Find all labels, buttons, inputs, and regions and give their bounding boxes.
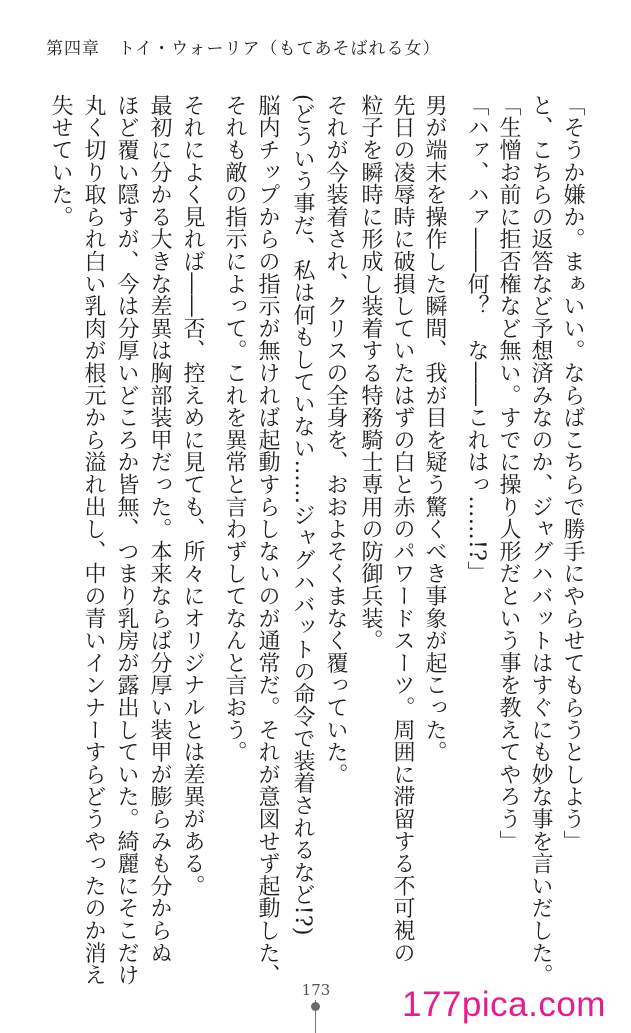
watermark: 177pica.com [402,985,606,1024]
text-column: と、こちらの返答など予想済みなのか、ジャグハバットはすぐにも妙な事を言いだした。 [528,94,553,986]
text-column: 失せていた。 [48,94,73,228]
text-column: それも敵の指示によって。これを異常と言わずしてなんと言おう。 [222,94,247,763]
page-marker-dot [311,1002,320,1011]
chapter-header: 第四章 トイ・ウォーリア（もてあそばれる女） [46,39,441,59]
text-column: 最初に分かる大きな差異は胸部装甲だった。本来ならば分厚い装甲が膨らみも分からぬ [147,94,172,964]
text-column: 先日の凌辱時に破損していたはずの白と赤のパワードスーツ。周囲に滞留する不可視の [390,94,415,964]
text-column: 脳内チップからの指示が無ければ起動すらしないのが通常だ。それが意図せず起動した、 [255,94,280,986]
text-column: 粒子を瞬時に形成し装着する特務騎士専用の防御兵装。 [358,94,383,652]
text-column: 「そうか嫌か。まぁいい。ならばこちらで勝手にやらせてもらうとしよう」 [560,94,585,853]
text-column: 「生憎お前に拒否権など無い。すでに操り人形だという事を教えてやろう」 [496,94,521,853]
page-number: 173 [301,981,331,999]
text-column: 男が端末を操作した瞬間、我が目を疑う驚くべき事象が起こった。 [422,94,447,763]
text-column: ほど覆い隠すが、今は分厚いどころか皆無、つまり乳房が露出していた。綺麗にそこだけ [114,94,139,986]
text-column: 「ハァ、ハァ――何？ な――これはっ……!?」 [464,94,489,584]
text-column: それによく見れば――否、控えめに見ても、所々にオリジナルとは差異がある。 [180,94,205,897]
text-column: (どういう事だ、私は何もしていない……ジャグハバットの命令で装着されるなど!?) [290,94,315,936]
text-column: 丸く切り取られ白い乳肉が根元から溢れ出し、中の青いインナーすらどうやったのか消え [81,94,106,986]
text-column: それが今装着され、クリスの全身を、おおよそくまなく覆っていた。 [323,94,348,786]
